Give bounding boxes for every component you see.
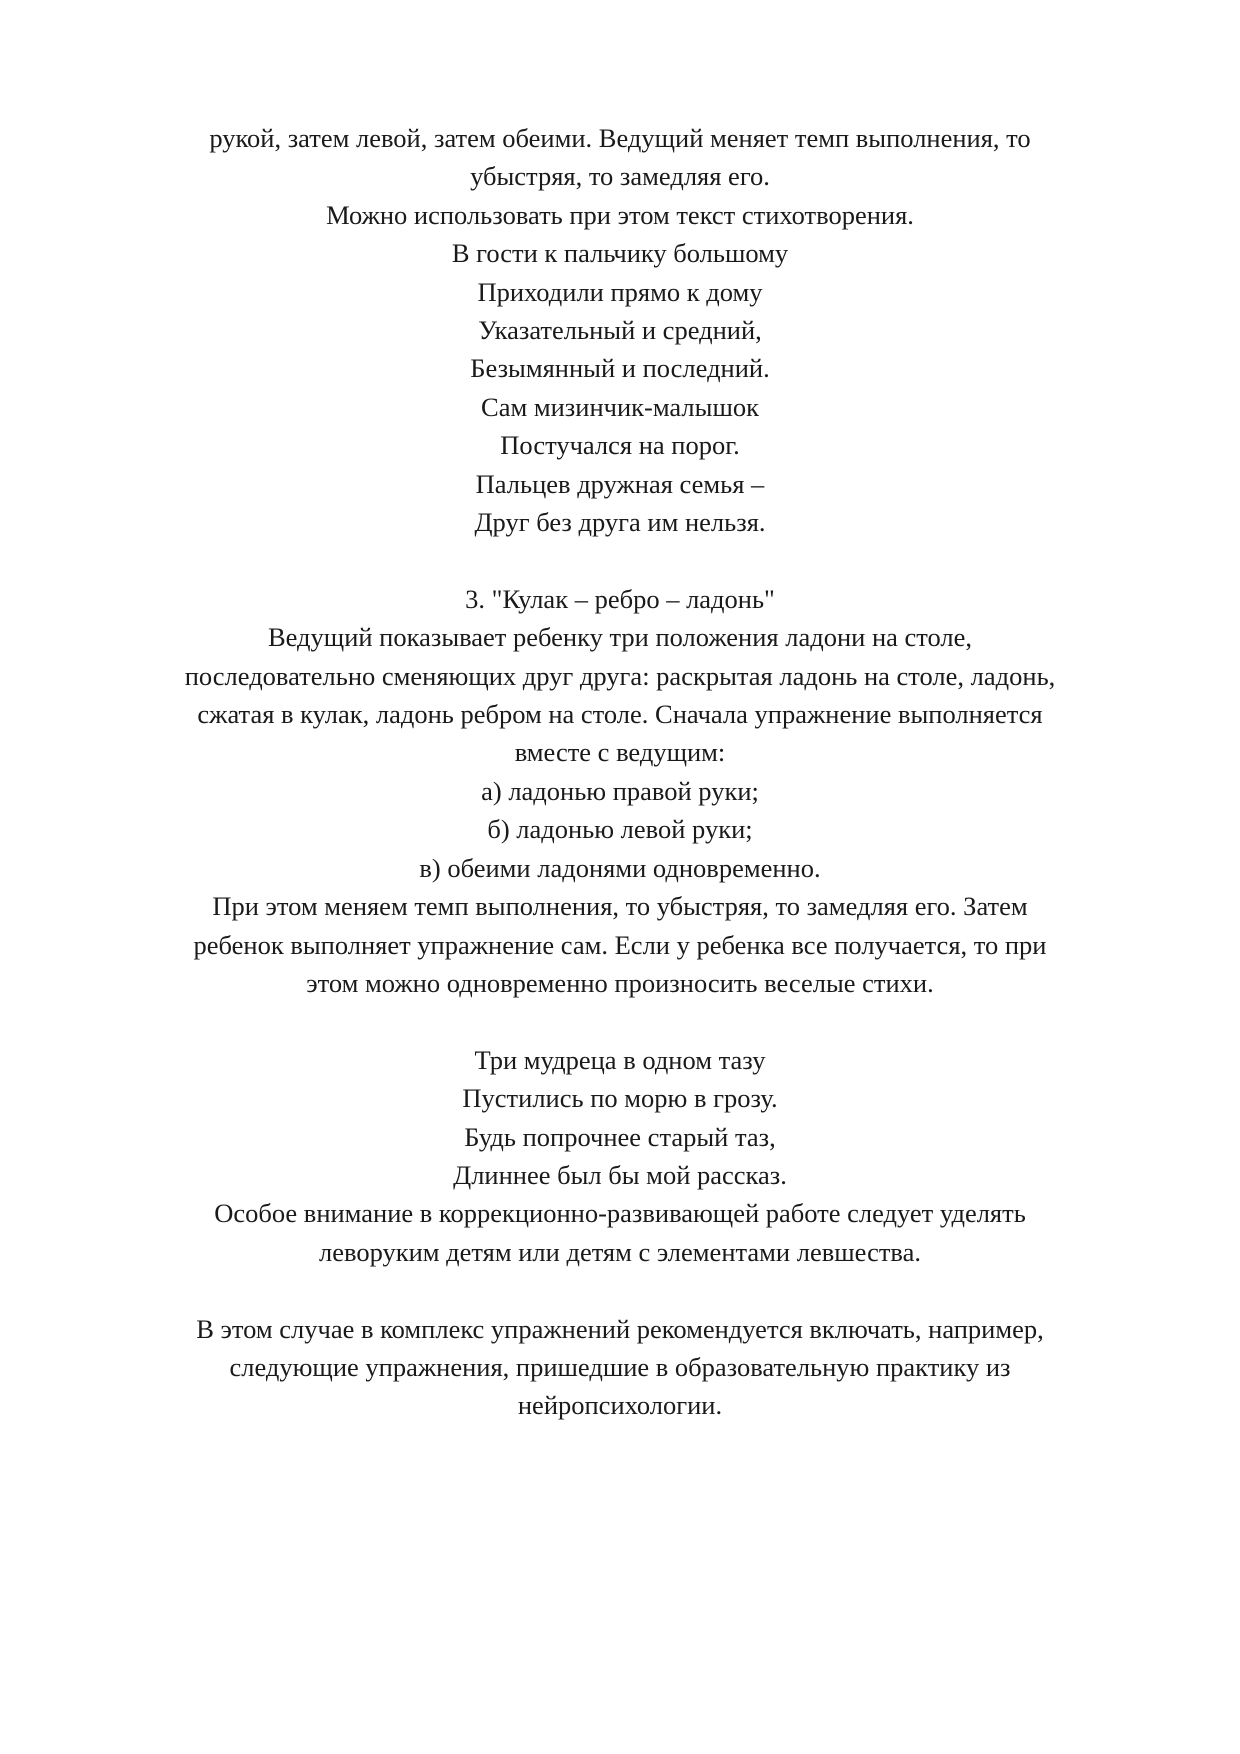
step-item: в) обеими ладонями одновременно.: [419, 852, 821, 883]
exercise-heading: 3. "Кулак – ребро – ладонь": [465, 583, 775, 614]
paragraph-line: нейропсихологии.: [517, 1390, 723, 1421]
spacer: [150, 1002, 1090, 1040]
description-line: последовательно сменяющих друг друга: раскрытая ладонь на столе, ладонь,: [184, 660, 1056, 691]
paragraph-line: Особое внимание в коррекционно-развивающей работе следует уделять: [214, 1198, 1026, 1229]
poem-line: Сам мизинчик-малышок: [481, 391, 759, 422]
intro-line: Можно использовать при этом текст стихотворения.: [326, 199, 914, 230]
step-item: а) ладонью правой руки;: [481, 775, 759, 806]
description-line: сжатая в кулак, ладонь ребром на столе. Сначала упражнение выполняется: [197, 699, 1043, 730]
poem-line: Пальцев дружная семья –: [475, 468, 765, 499]
poem-line: Безымянный и последний.: [470, 353, 770, 384]
exercise-description: [150, 618, 1090, 772]
poem-line: В гости к пальчику большому: [451, 238, 789, 269]
poem-line: Три мудреца в одном тазу: [474, 1044, 766, 1075]
poem-line: Постучался на порог.: [500, 430, 740, 461]
spacer: [150, 1271, 1090, 1309]
exercise-note: [150, 887, 1090, 1002]
description-line: Ведущий показывает ребенку три положения ладони на столе,: [267, 622, 973, 653]
poem-line: Друг без друга им нельзя.: [474, 507, 766, 538]
poem-line: Указательный и средний,: [478, 315, 762, 346]
poem-line: Пустились по морю в грозу.: [462, 1083, 778, 1114]
description-line: вместе с ведущим:: [514, 737, 726, 768]
step-item: б) ладонью левой руки;: [487, 814, 753, 845]
note-line: этом можно одновременно произносить веселые стихи.: [306, 967, 934, 998]
poem-wise-men: [150, 1041, 1090, 1195]
closing-paragraph: [150, 1194, 1090, 1271]
spacer: [150, 541, 1090, 579]
intro-line: убыстряя, то замедляя его.: [470, 161, 770, 192]
document-body: [150, 119, 1090, 1425]
intro-line: рукой, затем левой, затем обеими. Ведущий меняет темп выполнения, то: [209, 123, 1031, 153]
paragraph-line: В этом случае в комплекс упражнений рекомендуется включать, например,: [196, 1313, 1044, 1344]
note-line: ребенок выполняет упражнение сам. Если у ребенка все получается, то при: [193, 929, 1047, 960]
poem-line: Будь попрочнее старый таз,: [464, 1121, 776, 1152]
poem-line: Приходили прямо к дому: [477, 276, 763, 307]
paragraph-line: следующие упражнения, пришедшие в образовательную практику из: [229, 1351, 1011, 1382]
exercise-steps: [150, 772, 1090, 887]
paragraph-line: леворуким детям или детям с элементами левшества.: [319, 1236, 921, 1267]
poem-fingers: [150, 234, 1090, 541]
closing-paragraph: [150, 1310, 1090, 1425]
note-line: При этом меняем темп выполнения, то убыстряя, то замедляя его. Затем: [212, 891, 1028, 922]
poem-line: Длиннее был бы мой рассказ.: [453, 1159, 787, 1190]
